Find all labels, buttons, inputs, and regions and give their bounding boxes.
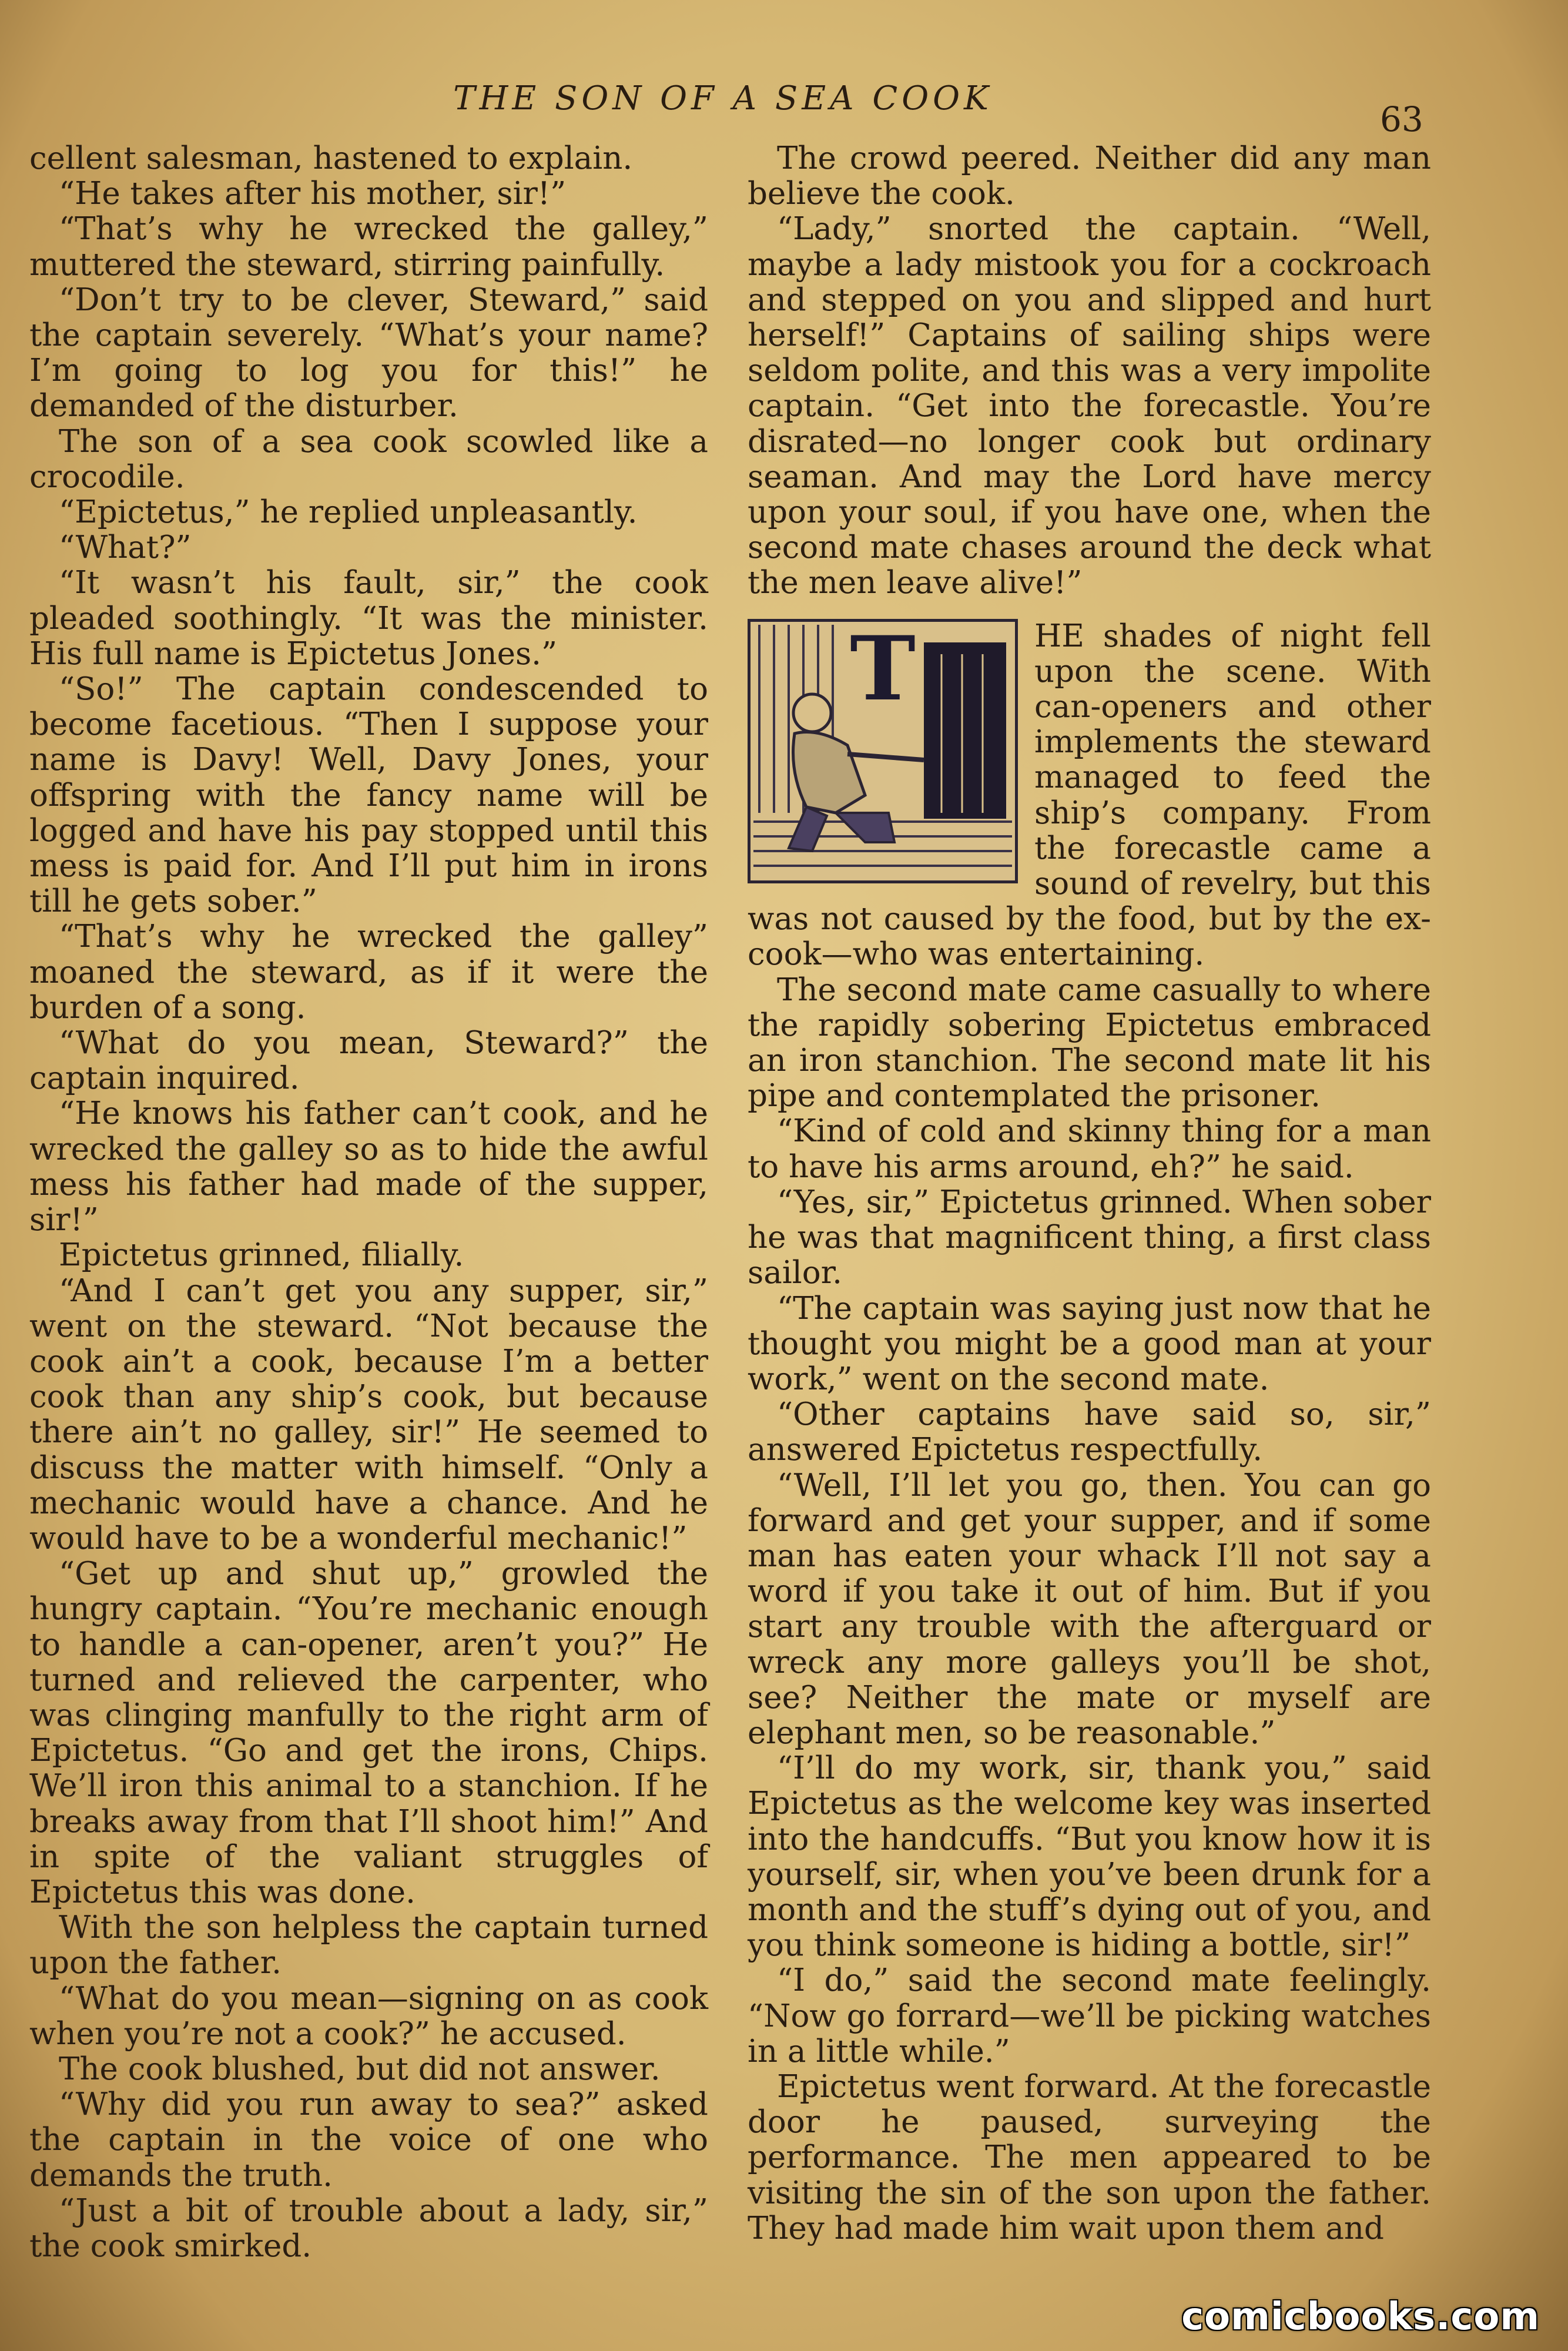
paragraph: “It wasn’t his fault, sir,” the cook pleaded soothingly. “It was the minister. His full name is Epictetus Jones.” (29, 565, 708, 672)
paragraph: “What do you mean—signing on as cook when you’re not a cook?” he accused. (29, 1980, 708, 2052)
paragraph: “Kind of cold and skinny thing for a man to have his arms around, eh?” he said. (748, 1113, 1431, 1185)
dropcap-illustration (748, 619, 1018, 883)
running-title: THE SON OF A SEA COOK (453, 79, 993, 118)
left-column (29, 141, 708, 2264)
right-column (748, 141, 1431, 2246)
paragraph: “That’s why he wrecked the galley,” muttered the steward, stirring painfully. (29, 211, 708, 283)
paragraph: “He takes after his mother, sir!” (59, 176, 567, 212)
paragraph: “That’s why he wrecked the galley” moaned the steward, as if it were the burden of a song. (29, 919, 708, 1026)
paragraph: “Lady,” snorted the captain. “Well, maybe a lady mistook you for a cockroach and stepped on you and slipped and hurt herself!” Captains of sailing ships were seldom polite, and this was a very impolite captain. “Get into the forecastle. You’re disrated—no longer cook but ordinary seaman. And may the Lord have mercy upon your soul, if you have one, when the second mate chases around the deck what the men leave alive!” (748, 211, 1431, 601)
paragraph: cellent salesman, hastened to explain. (29, 140, 633, 176)
paragraph: The cook blushed, but did not answer. (59, 2051, 661, 2087)
paragraph: The second mate came casually to where the rapidly sobering Epictetus embraced an iron stanchion. The second mate lit his pipe and contemplated the prisoner. (748, 972, 1431, 1114)
paragraph: “I do,” said the second mate feelingly. “Now go forrard—we’ll be picking watches in a little while.” (748, 1962, 1431, 2069)
paragraph: “Just a bit of trouble about a lady, sir,” the cook smirked. (29, 2192, 708, 2264)
drop-cap-letter: T (850, 617, 916, 721)
paragraph: “Don’t try to be clever, Steward,” said the captain severely. “What’s your name? I’m going to log you for this!” he demanded of the disturber. (29, 282, 708, 424)
paragraph: “I’ll do my work, sir, thank you,” said Epictetus as the welcome key was inserted into the handcuffs. “But you know how it is yourself, sir, when you’ve been drunk for a month and the stuff’s dying out of you, and you think someone is hiding a bottle, sir!” (748, 1750, 1431, 1964)
watermark: comicbooks.com (1181, 2295, 1540, 2339)
paragraph: With the son helpless the captain turned upon the father. (29, 1910, 708, 1981)
paragraph: “What do you mean, Steward?” the captain inquired. (29, 1025, 708, 1097)
paragraph: “So!” The captain condescended to become facetious. “Then I suppose your name is Davy! Well, Davy Jones, your offspring with the fancy name will be logged and have his pay stopped until this mess is paid for. And I’ll put him in irons till he gets sober.” (29, 671, 708, 920)
paragraph: Epictetus went forward. At the forecastle door he paused, surveying the performance. The men appeared to be visiting the sin of the son upon the father. They had made him wait upon them and (748, 2068, 1431, 2246)
paragraph: “Well, I’ll let you go, then. You can go forward and get your supper, and if some man has eaten your whack I’ll not say a word if you take it out of him. But if you start any trouble with the afterguard or wreck any more galleys you’ll be shot, see? Neither the mate or myself are elephant men, so be reasonable.” (748, 1467, 1431, 1751)
paragraph: “Epictetus,” he replied unpleasantly. (59, 494, 638, 531)
paragraph: “Get up and shut up,” growled the hungry captain. “You’re mechanic enough to handle a can-opener, aren’t you?” He turned and relieved the carpenter, who was clinging manfully to the right arm of Epictetus. “Go and get the irons, Chips. We’ll iron this animal to a stanchion. If he breaks away from that I’ll shoot him!” And in spite of the valiant struggles of Epictetus this was done. (29, 1556, 708, 1910)
paragraph: “Yes, sir,” Epictetus grinned. When sober he was that magnificent thing, a first class sailor. (748, 1184, 1431, 1291)
paragraph: The son of a sea cook scowled like a crocodile. (29, 423, 708, 495)
page-number: 63 (1380, 99, 1423, 139)
paragraph: “The captain was saying just now that he thought you might be a good man at your work,” went on the second mate. (748, 1290, 1431, 1397)
paragraph: “He knows his father can’t cook, and he wrecked the galley so as to hide the awful mess his father had made of the supper, sir!” (29, 1096, 708, 1238)
page-header (0, 79, 1568, 139)
paragraph: “And I can’t get you any supper, sir,” went on the steward. “Not because the cook ain’t a cook, because I’m a better cook than any ship’s cook, but because there ain’t no galley, sir!” He seemed to discuss the matter with himself. “Only a mechanic would have a chance. And he would have to be a wonderful mechanic!” (29, 1272, 708, 1556)
paragraph: “Why did you run away to sea?” asked the captain in the voice of one who demands the truth. (29, 2087, 708, 2193)
paragraph: “What?” (59, 530, 192, 566)
paragraph: “Other captains have said so, sir,” answered Epictetus respectfully. (748, 1396, 1431, 1468)
paragraph: Epictetus grinned, filially. (59, 1237, 464, 1274)
paragraph: The crowd peered. Neither did any man believe the cook. (748, 140, 1431, 212)
drop-cap-paragraph: HE shades of night fell upon the scene. With can-openers and other implements the steward managed to feed the ship’s company. From the forecastle came a sound of revelry, but this was not caused by the food, but by the ex-cook—who was entertaining. (748, 618, 1431, 973)
